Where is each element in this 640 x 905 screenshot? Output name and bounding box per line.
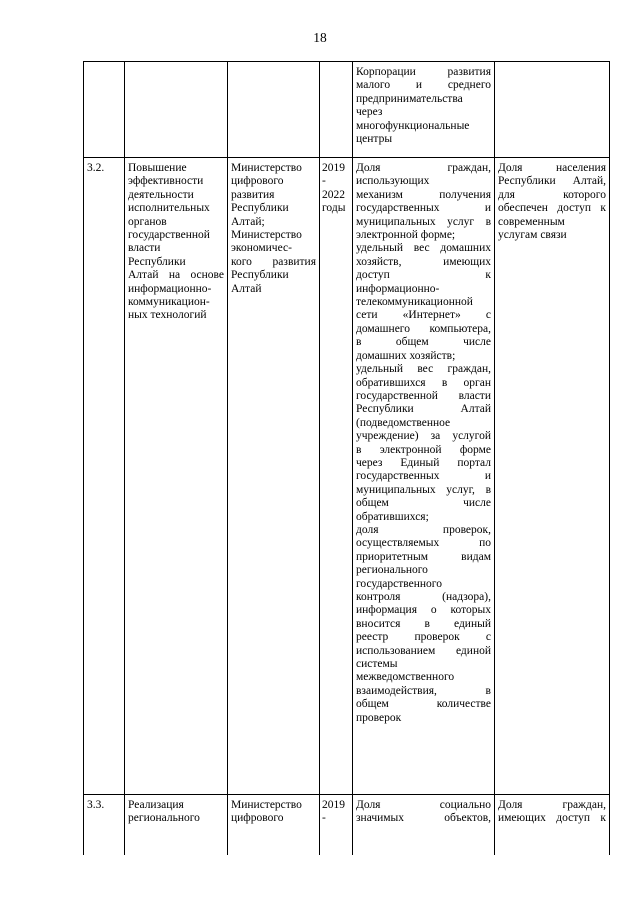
cell-result xyxy=(494,62,609,157)
cell-number xyxy=(84,62,124,157)
text-line: власти xyxy=(128,242,161,255)
text-line: Республики Алтай xyxy=(356,403,491,416)
cell-result xyxy=(494,795,609,855)
text-line: Доля населения xyxy=(498,162,606,174)
text-line: контроля (надзора), xyxy=(356,591,491,603)
text-line: регионального xyxy=(128,812,200,825)
text-line: муниципальных услуг, в xyxy=(356,483,491,496)
cell-result xyxy=(494,158,609,794)
text-line: для которого xyxy=(498,188,606,201)
page-number: 18 xyxy=(313,30,327,45)
text-line: органов xyxy=(128,215,167,228)
text-line: многофункциональные xyxy=(356,119,470,132)
text-line: вносится в единый xyxy=(356,617,491,630)
text-line: цифрового xyxy=(231,175,284,188)
text-line: информационно- xyxy=(128,282,212,295)
text-line: удельный вес домашних xyxy=(356,242,491,255)
text-line: государственных и xyxy=(356,202,491,215)
text-line: информация о которых xyxy=(356,604,491,617)
text-line: в общем числе xyxy=(356,336,491,349)
text-line: 2019 xyxy=(322,799,345,811)
text-line: 2022 xyxy=(322,188,345,201)
text-line: имеющих доступ к xyxy=(498,812,606,825)
text-line: Республики xyxy=(231,269,289,282)
text-line: государственного xyxy=(356,577,442,590)
text-line: ных технологий xyxy=(128,309,207,322)
text-line: регионального xyxy=(356,564,428,577)
text-line: удельный вес граждан, xyxy=(356,363,491,376)
text-line: общем числе xyxy=(356,497,491,510)
text-line: - xyxy=(322,175,326,188)
text-line: через xyxy=(356,106,383,119)
text-line: электронной форме; xyxy=(356,229,456,242)
row-number: 3.2. xyxy=(87,162,105,174)
text-line: домашних хозяйств; xyxy=(356,349,456,362)
text-line: малого и среднего xyxy=(356,79,491,92)
text-line: государственной власти xyxy=(356,389,491,402)
text-line: Республики xyxy=(231,202,289,215)
text-line: обратившихся в орган xyxy=(356,376,491,389)
text-line: услугам связи xyxy=(498,229,567,242)
text-line: телекоммуникационной xyxy=(356,296,473,309)
table-row xyxy=(83,61,610,158)
text-line: Повышение xyxy=(128,162,187,174)
text-line: обеспечен доступ к xyxy=(498,202,606,215)
cell-indicators xyxy=(352,795,494,855)
text-line: муниципальных услуг в xyxy=(356,215,491,228)
events-table xyxy=(83,61,610,855)
cell-event xyxy=(124,795,227,855)
cell-executor xyxy=(227,795,319,855)
table-row xyxy=(83,158,610,795)
text-line: центры xyxy=(356,133,393,146)
text-line: использующих xyxy=(356,175,430,188)
text-line: межведомственного xyxy=(356,671,455,684)
text-line: современным xyxy=(498,215,565,228)
text-line: проверок xyxy=(356,711,402,724)
cell-number xyxy=(84,158,124,794)
text-line: эффективности xyxy=(128,175,204,188)
text-line: Доля граждан, xyxy=(356,162,491,174)
text-line: Доля граждан, xyxy=(498,799,606,811)
text-line: доступ к xyxy=(356,269,491,282)
text-line: исполнительных xyxy=(128,202,210,215)
text-line: Алтай; xyxy=(231,215,265,228)
text-line: хозяйств, имеющих xyxy=(356,255,491,268)
text-line: реестр проверок с xyxy=(356,631,491,644)
text-line: коммуникацион- xyxy=(128,296,210,309)
text-line: системы xyxy=(356,658,398,671)
text-line: предпринимательства xyxy=(356,92,463,105)
text-line: Доля социально xyxy=(356,799,491,811)
text-line: через Единый портал xyxy=(356,456,491,469)
text-line: значимых объектов, xyxy=(356,812,491,825)
text-line: домашнего компьютера, xyxy=(356,322,491,335)
text-line: Корпорации развития xyxy=(356,66,491,78)
text-line: учреждение) за услугой xyxy=(356,430,491,443)
text-line: 2019 xyxy=(322,162,345,174)
cell-period xyxy=(319,62,352,157)
text-line: Республики xyxy=(128,255,186,268)
text-line: деятельности xyxy=(128,188,194,201)
text-line: развития xyxy=(231,188,275,201)
text-line: использованием единой xyxy=(356,644,491,657)
text-line: доля проверок, xyxy=(356,523,491,536)
text-line: обратившихся; xyxy=(356,510,429,523)
text-line: кого развития xyxy=(231,255,316,268)
text-line: годы xyxy=(322,202,346,215)
cell-event xyxy=(124,62,227,157)
cell-indicators xyxy=(352,158,494,794)
table-row xyxy=(83,795,610,855)
cell-executor xyxy=(227,158,319,794)
text-line: государственной xyxy=(128,229,210,242)
text-line: Алтай на основе xyxy=(128,269,224,282)
text-line: осуществляемых по xyxy=(356,537,491,550)
text-line: механизм получения xyxy=(356,188,491,201)
text-line: экономичес- xyxy=(231,242,292,255)
text-line: Алтай xyxy=(231,282,262,295)
text-line: Республики Алтай, xyxy=(498,175,606,188)
text-line: Реализация xyxy=(128,799,184,811)
row-number: 3.3. xyxy=(87,799,105,811)
text-line: сети «Интернет» с xyxy=(356,309,491,322)
text-line: в электронной форме xyxy=(356,443,491,456)
text-line: - xyxy=(322,812,326,825)
text-line: Министерство xyxy=(231,229,302,242)
text-line: общем количестве xyxy=(356,698,491,711)
text-line: приоритетным видам xyxy=(356,550,491,563)
cell-event xyxy=(124,158,227,794)
text-line: взаимодействия, в xyxy=(356,684,491,697)
cell-number xyxy=(84,795,124,855)
text-line: Министерство xyxy=(231,162,302,174)
text-line: (подведомственное xyxy=(356,416,451,429)
text-line: информационно- xyxy=(356,282,440,295)
cell-indicators xyxy=(352,62,494,157)
cell-executor xyxy=(227,62,319,157)
cell-period xyxy=(319,158,352,794)
text-line: Министерство xyxy=(231,799,302,811)
text-line: государственных и xyxy=(356,470,491,483)
cell-period xyxy=(319,795,352,855)
text-line: цифрового xyxy=(231,812,284,825)
